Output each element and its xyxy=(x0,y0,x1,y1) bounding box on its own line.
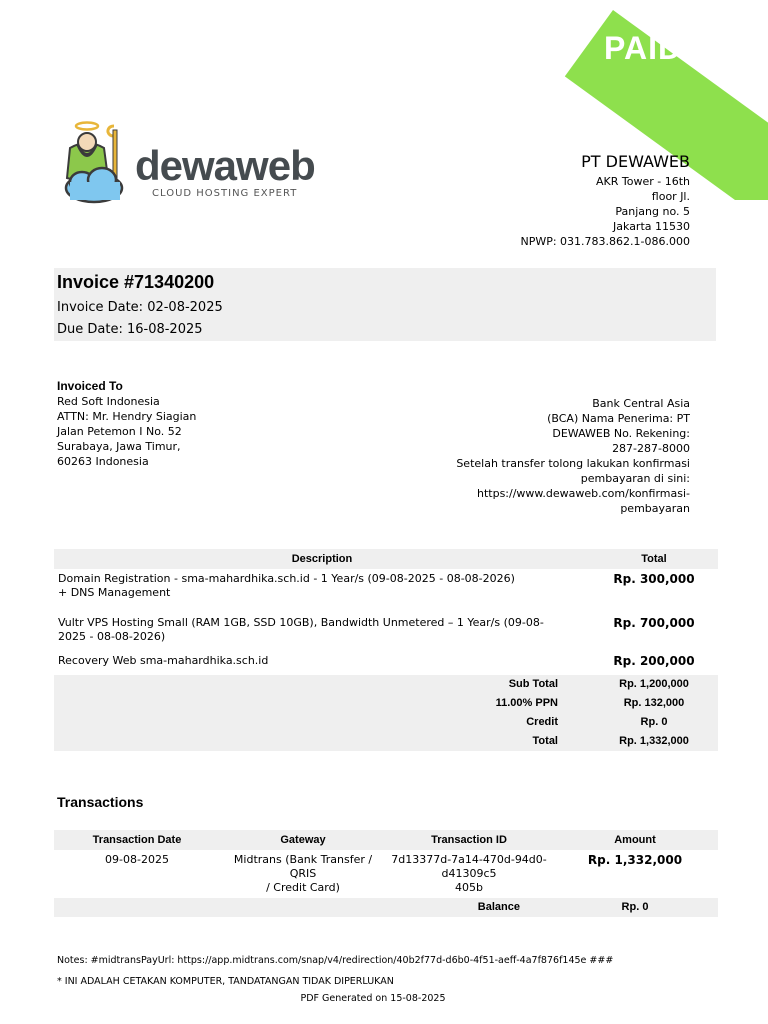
balance-label: Balance xyxy=(54,898,552,917)
confirmation-link[interactable]: https://www.dewaweb.com/konfirmasi- xyxy=(477,487,690,500)
transaction-date: 09-08-2025 xyxy=(105,853,169,866)
tax-row xyxy=(54,694,718,713)
transaction-id-line: 405b xyxy=(455,881,483,894)
transaction-id-line: d41309c5 xyxy=(441,867,497,880)
item-description xyxy=(54,569,590,613)
logo-wordmark: dewaweb xyxy=(135,142,315,189)
company-address-line: Jakarta 11530 xyxy=(613,220,690,233)
tax-value: Rp. 132,000 xyxy=(590,694,718,713)
transaction-id-header: Transaction ID xyxy=(386,830,552,850)
dewaweb-logo xyxy=(62,118,322,208)
company-address-line: floor Jl. xyxy=(651,190,690,203)
logo-tagline: CLOUD HOSTING EXPERT xyxy=(152,188,298,199)
gateway-header: Gateway xyxy=(220,830,386,850)
grand-total-value: Rp. 1,332,000 xyxy=(590,732,718,751)
item-description-line: Vultr VPS Hosting Small (RAM 1GB, SSD 10GB), Bandwidth Unmetered – 1 Year/s (09-08- xyxy=(58,616,544,629)
bank-line: pembayaran di sini: xyxy=(580,472,690,485)
item-total: Rp. 300,000 xyxy=(613,572,695,586)
table-row xyxy=(54,613,718,651)
bank-line: 287-287-8000 xyxy=(612,442,690,455)
subtotal-label: Sub Total xyxy=(54,675,590,694)
item-description-line: Recovery Web sma-mahardhika.sch.id xyxy=(58,654,269,667)
balance-value: Rp. 0 xyxy=(552,898,718,917)
credit-label: Credit xyxy=(54,713,590,732)
transactions-header-row xyxy=(54,830,718,850)
billing-line: Jalan Petemon I No. 52 xyxy=(57,425,182,438)
mascot-icon xyxy=(62,118,132,208)
items-table xyxy=(54,549,718,751)
subtotal-value: Rp. 1,200,000 xyxy=(590,675,718,694)
billing-line: Surabaya, Jawa Timur, xyxy=(57,440,181,453)
item-description-line: + DNS Management xyxy=(58,586,171,599)
transaction-amount: Rp. 1,332,000 xyxy=(587,853,683,867)
company-address-line: AKR Tower - 16th xyxy=(596,175,690,188)
bank-line: Setelah transfer tolong lakukan konfirmasi xyxy=(456,457,690,470)
transaction-id xyxy=(386,850,552,898)
transaction-date-header: Transaction Date xyxy=(54,830,220,850)
invoiced-to-heading: Invoiced To xyxy=(57,379,123,393)
invoice-header xyxy=(54,268,716,341)
balance-row xyxy=(54,898,718,917)
subtotal-row xyxy=(54,675,718,694)
company-address-line: Panjang no. 5 xyxy=(615,205,690,218)
amount-header: Amount xyxy=(552,830,718,850)
table-row xyxy=(54,569,718,613)
gateway-line: Midtrans (Bank Transfer / xyxy=(233,853,373,866)
generated-date: PDF Generated on 15-08-2025 xyxy=(300,993,446,1004)
bank-info xyxy=(430,396,690,516)
item-total: Rp. 200,000 xyxy=(613,654,695,668)
invoice-date: Invoice Date: 02-08-2025 xyxy=(57,300,223,315)
company-npwp: NPWP: 031.783.862.1-086.000 xyxy=(520,235,690,248)
credit-value: Rp. 0 xyxy=(590,713,718,732)
tax-label: 11.00% PPN xyxy=(54,694,590,713)
transactions-title: Transactions xyxy=(57,794,144,810)
table-row xyxy=(54,651,718,675)
grand-total-row xyxy=(54,732,718,751)
transaction-gateway xyxy=(220,850,386,898)
items-header-row xyxy=(54,549,718,569)
billing-line: Red Soft Indonesia xyxy=(57,395,160,408)
table-row xyxy=(54,850,718,898)
item-description-line: 2025 - 08-08-2026) xyxy=(58,630,166,643)
grand-total-label: Total xyxy=(54,732,590,751)
due-date: Due Date: 16-08-2025 xyxy=(57,322,203,337)
gateway-line: / Credit Card) xyxy=(266,881,340,894)
company-info xyxy=(470,152,690,249)
bank-line: Bank Central Asia xyxy=(592,397,690,410)
confirmation-link-cont[interactable]: pembayaran xyxy=(620,502,690,515)
item-description-line: Domain Registration - sma-mahardhika.sch.id - 1 Year/s (09-08-2025 - 08-08-2026) xyxy=(58,572,515,585)
item-description xyxy=(54,651,590,675)
gateway-line: QRIS xyxy=(289,867,317,880)
transactions-table xyxy=(54,830,718,917)
description-header: Description xyxy=(54,549,590,569)
billing-line: 60263 Indonesia xyxy=(57,455,149,468)
disclaimer: * INI ADALAH CETAKAN KOMPUTER, TANDATANGAN TIDAK DIPERLUKAN xyxy=(57,976,394,987)
item-description xyxy=(54,613,590,651)
transaction-id-line: 7d13377d-7a14-470d-94d0- xyxy=(391,853,547,866)
notes: Notes: #midtransPayUrl: https://app.midtrans.com/snap/v4/redirection/40b2f77d-d6b0-4f51-aeff-4a7f876f145e ### xyxy=(57,955,614,966)
bank-line: (BCA) Nama Penerima: PT xyxy=(547,412,690,425)
invoice-title: Invoice #71340200 xyxy=(57,272,215,292)
company-name: PT DEWAWEB xyxy=(581,152,690,171)
paid-label: PAID xyxy=(604,30,683,66)
bank-line: DEWAWEB No. Rekening: xyxy=(552,427,690,440)
billing-line: ATTN: Mr. Hendry Siagian xyxy=(57,410,197,423)
item-total: Rp. 700,000 xyxy=(613,616,695,630)
invoiced-to xyxy=(57,378,257,469)
credit-row xyxy=(54,713,718,732)
total-header: Total xyxy=(590,549,718,569)
